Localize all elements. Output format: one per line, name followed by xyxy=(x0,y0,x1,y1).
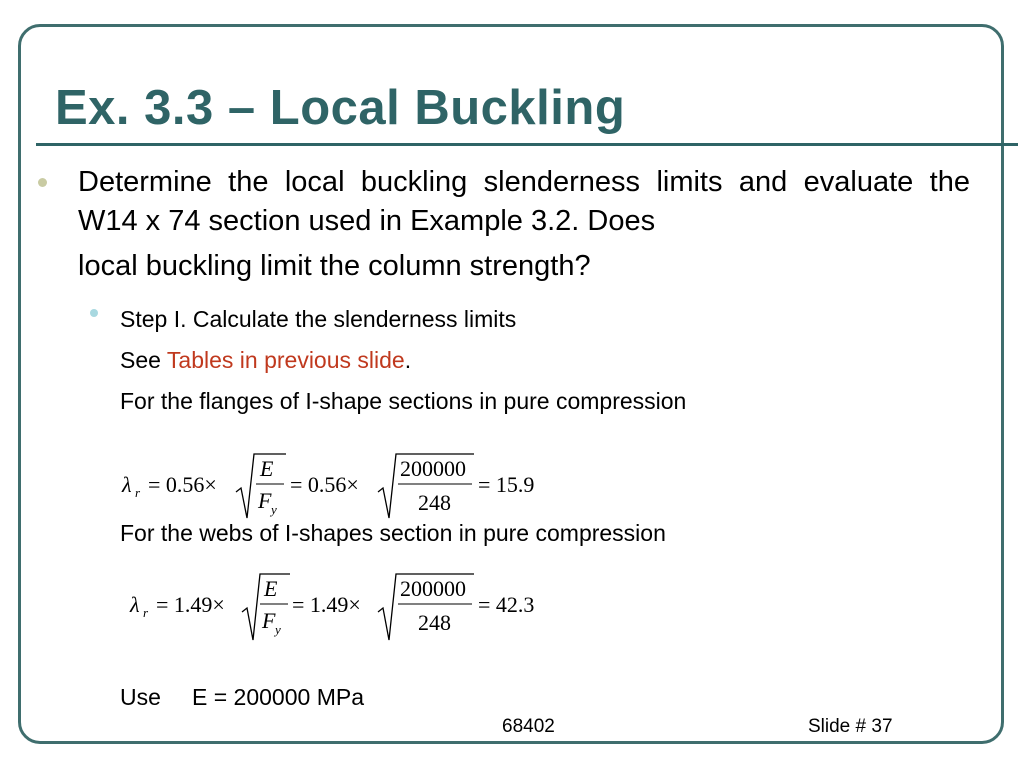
result: = 15.9 xyxy=(478,472,535,497)
result: = 42.3 xyxy=(478,592,535,617)
num-val: 200000 xyxy=(400,576,466,601)
den-val: 248 xyxy=(418,610,451,635)
tables-link[interactable]: Tables in previous slide xyxy=(166,347,405,373)
num-val: 200000 xyxy=(400,456,466,481)
num-sym: E xyxy=(264,576,278,601)
num-sym: E xyxy=(260,456,274,481)
intro-text: Determine the local buckling slenderness limits and evaluate the W14 x 74 section used in Example 3.2. Does xyxy=(78,166,970,238)
equation-webs xyxy=(120,564,560,660)
bullet-dot xyxy=(38,178,47,187)
see-suffix: . xyxy=(404,347,412,373)
webs-text: For the webs of I-shapes section in pure compression xyxy=(120,520,666,546)
slide-title: Ex. 3.3 – Local Buckling xyxy=(55,81,626,135)
coef-2: = 0.56× xyxy=(290,472,359,497)
footer-code: 68402 xyxy=(502,716,555,737)
intro-paragraph xyxy=(78,163,970,286)
use-line xyxy=(120,684,364,711)
flanges-text: For the flanges of I-shape sections in pure compression xyxy=(120,388,687,414)
den-sub: y xyxy=(275,622,281,637)
coef-1: = 1.49× xyxy=(156,592,225,617)
title-divider xyxy=(36,143,1018,146)
see-prefix: See xyxy=(120,347,167,373)
den-sym: F xyxy=(262,608,276,633)
lambda-subscript: r xyxy=(135,485,141,500)
see-line xyxy=(120,347,411,374)
den-sub: y xyxy=(271,502,277,517)
lambda-symbol: λ xyxy=(122,472,132,497)
use-value: E = 200000 MPa xyxy=(192,684,364,710)
lambda-subscript: r xyxy=(143,605,149,620)
coef-2: = 1.49× xyxy=(292,592,361,617)
den-sym: F xyxy=(258,488,272,513)
equation-flanges-svg xyxy=(120,440,560,530)
lambda-symbol: λ xyxy=(130,592,140,617)
slide-number: Slide # 37 xyxy=(808,716,893,737)
sub-bullet-dot xyxy=(90,309,98,317)
coef-1: = 0.56× xyxy=(148,472,217,497)
equation-webs-svg xyxy=(120,564,560,654)
intro-text-end: local buckling limit the column strength? xyxy=(78,250,591,283)
use-label: Use xyxy=(120,684,161,710)
den-val: 248 xyxy=(418,490,451,515)
step-label: Step I. Calculate the slenderness limits xyxy=(120,306,517,332)
